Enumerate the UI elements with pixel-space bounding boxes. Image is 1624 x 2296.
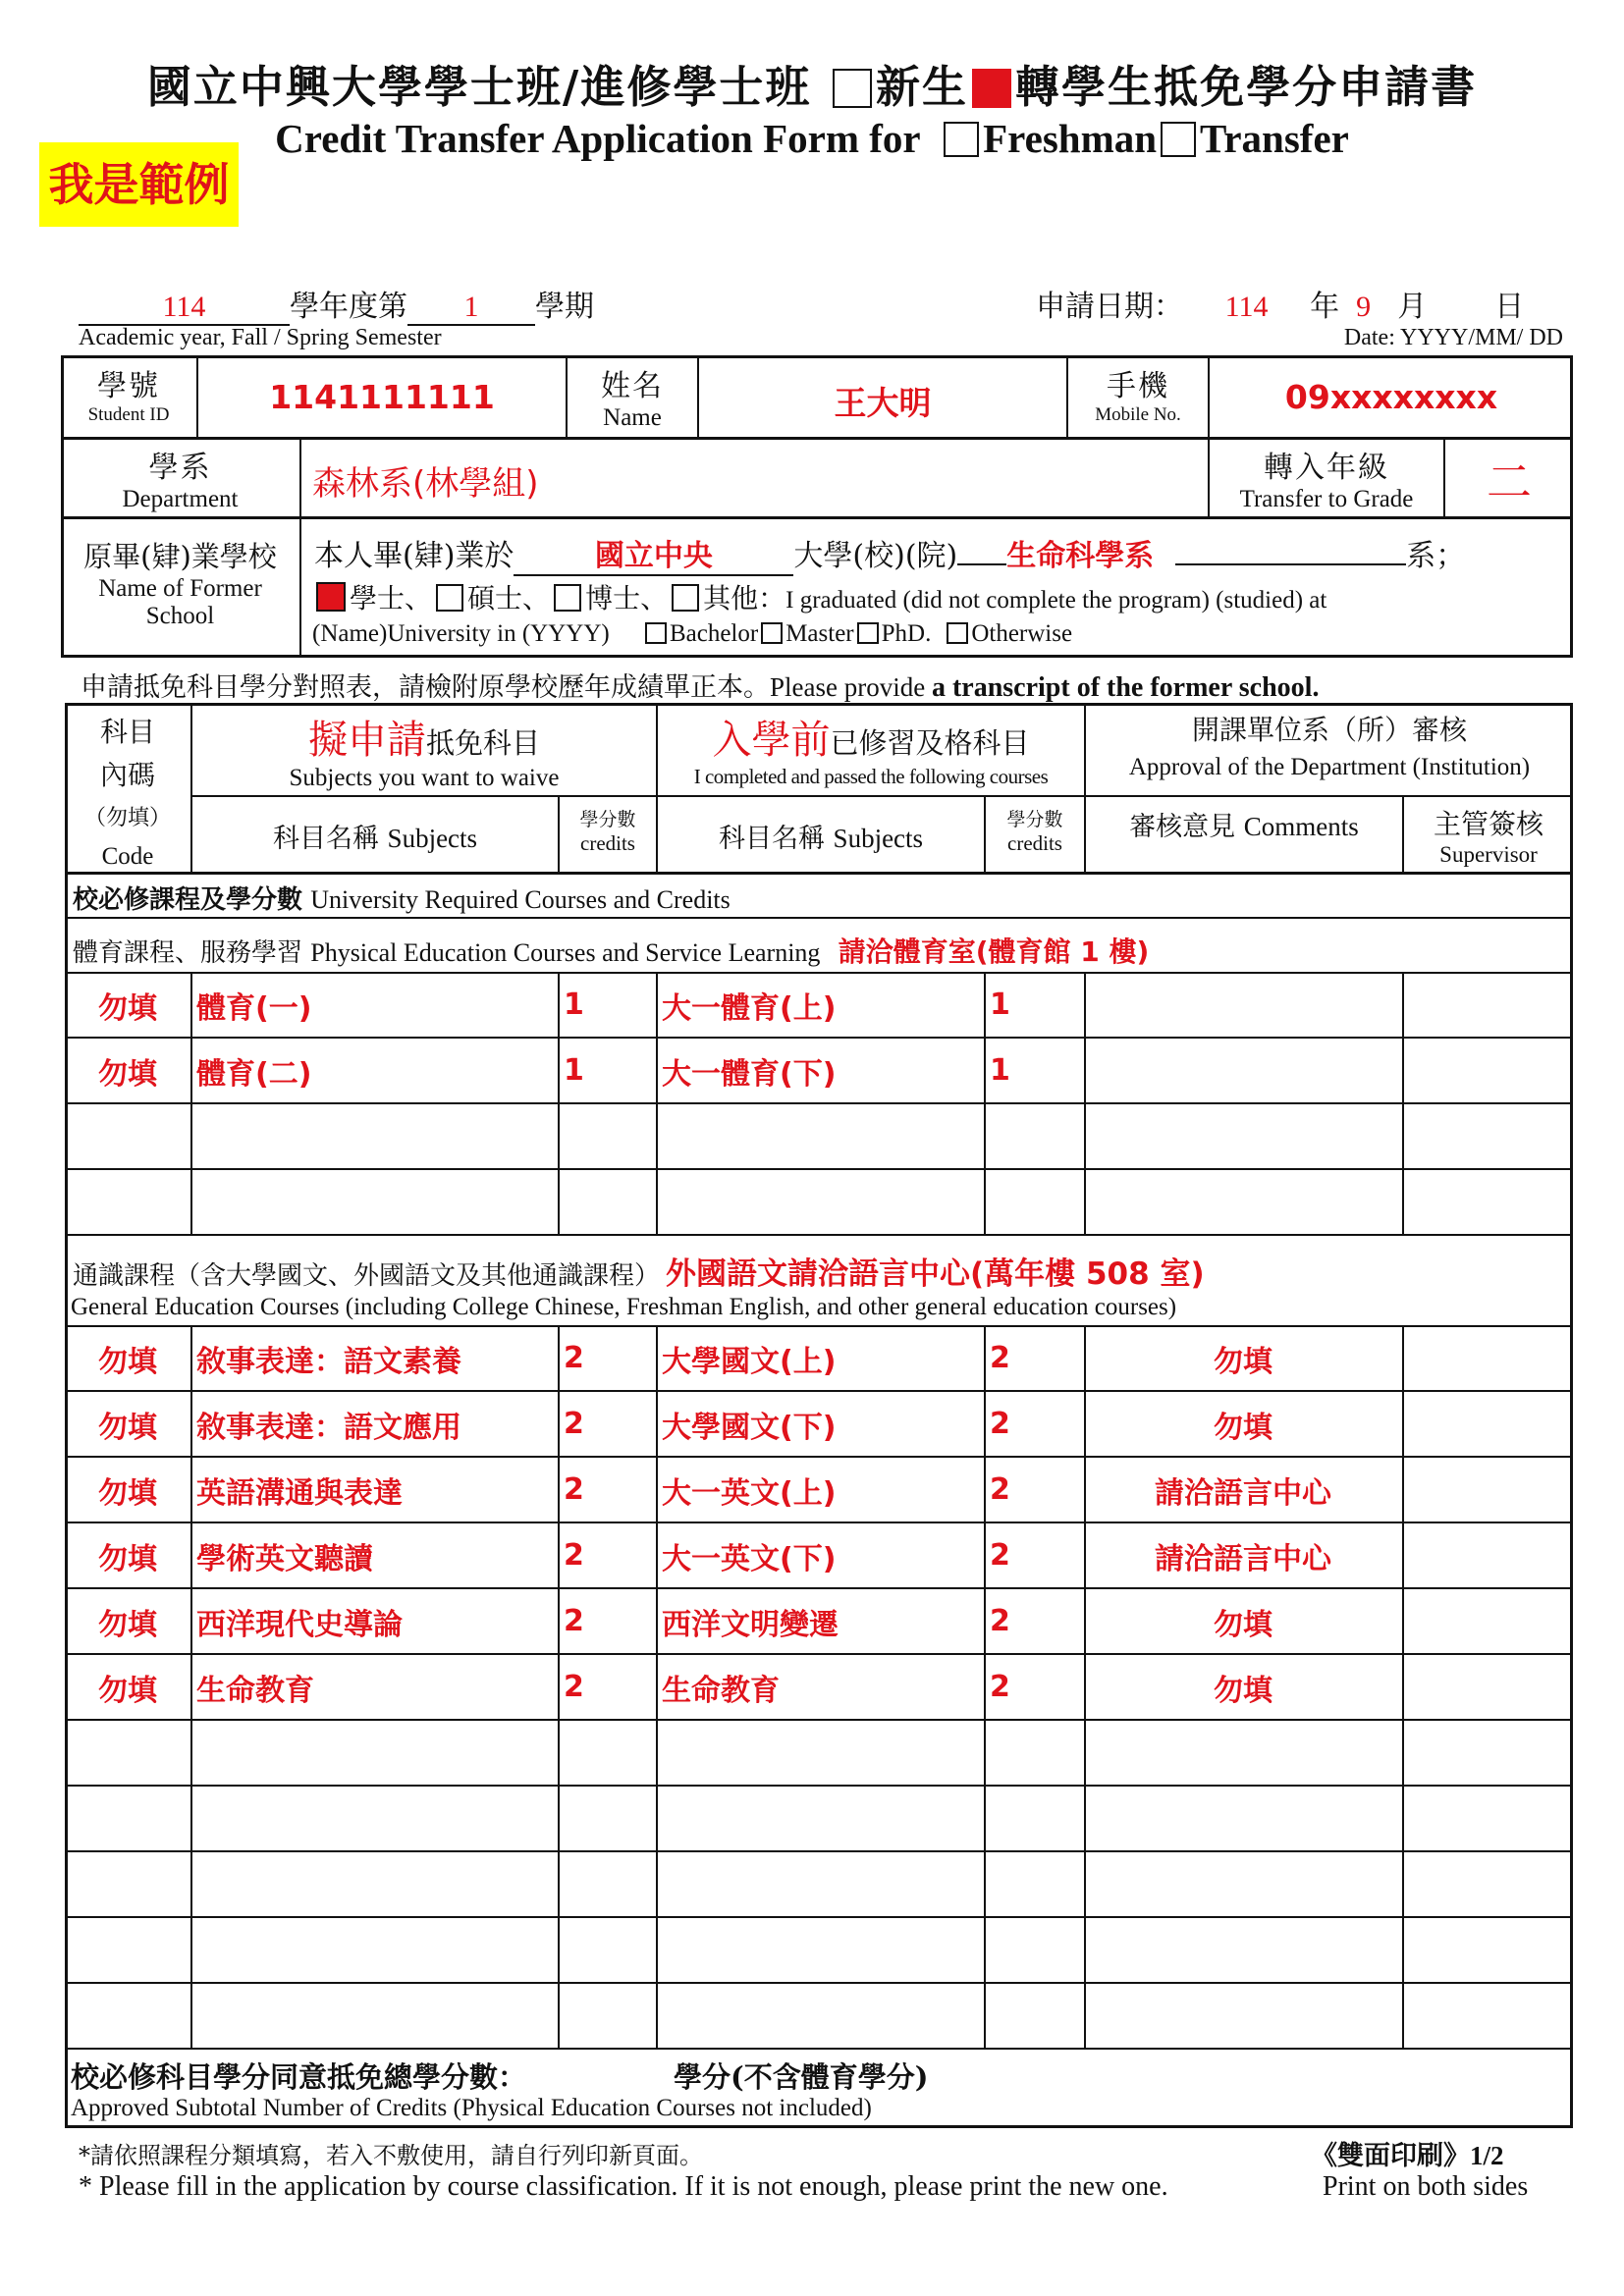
table-cell-prior[interactable]: [656, 1038, 984, 1103]
credits-text: 2: [564, 1670, 584, 1704]
comment-text: 請洽語言中心: [1155, 1541, 1331, 1576]
table-cell-comment[interactable]: [1084, 1786, 1402, 1851]
table-cell-code[interactable]: [65, 1786, 190, 1851]
prior-credits-header: 學分數 credits: [1006, 809, 1063, 855]
table-cell-supervisor[interactable]: [1402, 1851, 1573, 1917]
section-ge-en: General Education Courses (including College Chinese, Freshman English, and other general education courses): [71, 1294, 1177, 1320]
table-cell-supervisor[interactable]: [1402, 1983, 1573, 2049]
table-cell-comment[interactable]: [1084, 1169, 1402, 1235]
table-cell-prior_credits[interactable]: [984, 1786, 1084, 1851]
table-cell-comment[interactable]: [1084, 1325, 1402, 1391]
table-cell-subject[interactable]: [190, 1917, 558, 1983]
table-cell-prior[interactable]: [656, 1588, 984, 1654]
code-text: 勿填: [98, 1056, 157, 1092]
subject-text: 體育(一): [196, 990, 312, 1026]
section-ge: 通識課程（含大學國文、外國語文及其他通識課程） 外國語文請洽語言中心(萬年樓 508 室): [73, 1256, 1205, 1292]
table-cell-prior[interactable]: [656, 1457, 984, 1522]
table-cell-prior[interactable]: [656, 1720, 984, 1786]
prior-text: 大一英文(上): [662, 1475, 837, 1511]
table-cell-comment[interactable]: [1084, 1038, 1402, 1103]
credits-text: 1: [564, 1053, 584, 1088]
subject-text: 學術英文聽讀: [196, 1541, 373, 1576]
table-cell-prior[interactable]: [656, 1983, 984, 2049]
table-cell-subject[interactable]: [190, 1522, 558, 1588]
table-cell-comment[interactable]: [1084, 972, 1402, 1038]
table-cell-supervisor[interactable]: [1402, 1038, 1573, 1103]
duplex-label-en: Print on both sides: [1323, 2171, 1529, 2202]
table-cell-code[interactable]: [65, 1851, 190, 1917]
comment-text: 勿填: [1214, 1607, 1272, 1642]
degree-bachelor-checkbox[interactable]: [316, 582, 346, 612]
table-cell-supervisor[interactable]: [1402, 1457, 1573, 1522]
table-cell-supervisor[interactable]: [1402, 1786, 1573, 1851]
prior-text: 大學國文(上): [662, 1344, 837, 1379]
subject-text: 敘事表達：語文應用: [196, 1410, 461, 1445]
subject-text: 生命教育: [196, 1673, 314, 1708]
degree-other-checkbox[interactable]: [672, 584, 699, 612]
table-cell-code[interactable]: [65, 1588, 190, 1654]
table-row: [65, 1234, 1573, 1236]
prior-text: 大一體育(下): [662, 1056, 837, 1092]
table-cell-prior_credits[interactable]: [984, 1038, 1084, 1103]
prior-text: 生命教育: [662, 1673, 780, 1708]
table-cell-comment[interactable]: [1084, 1522, 1402, 1588]
mobile-label: 手機 Mobile No.: [1095, 369, 1181, 425]
credits-text: 1: [564, 988, 584, 1022]
code-text: 勿填: [98, 1607, 157, 1642]
freshman-checkbox[interactable]: [944, 122, 979, 157]
footer-note-en: * Please fill in the application by course classification. If it is not enough, please print the new one.: [79, 2171, 1168, 2202]
degree-master-checkbox[interactable]: [436, 584, 463, 612]
table-cell-credits[interactable]: [558, 1522, 656, 1588]
transcript-note: 申請抵免科目學分對照表，請檢附原學校歷年成績單正本。Please provide a transcript of the former school.: [81, 672, 1320, 703]
table-cell-prior_credits[interactable]: [984, 1391, 1084, 1457]
semester-line: 114 學年度第 1 學期: [79, 282, 594, 326]
table-cell-comment[interactable]: [1084, 1103, 1402, 1169]
table-cell-subject[interactable]: [190, 1786, 558, 1851]
form-title-en: Credit Transfer Application Form for Freshman Transfer: [275, 116, 1349, 161]
transfer-student-checkbox[interactable]: [972, 69, 1011, 108]
footer-note-zh: *請依照課程分類填寫，若入不敷使用，請自行列印新頁面。: [79, 2142, 703, 2169]
new-student-checkbox[interactable]: [833, 69, 872, 108]
credits-text: 2: [564, 1604, 584, 1638]
divider: [299, 438, 301, 658]
divider: [61, 516, 1573, 519]
table-cell-supervisor[interactable]: [1402, 1588, 1573, 1654]
code-text: 勿填: [98, 990, 157, 1026]
form-title-zh: 國立中興大學學士班/進修學士班 新生 轉學生抵免學分申請書: [146, 61, 1478, 113]
table-cell-prior[interactable]: [656, 1917, 984, 1983]
table-cell-comment[interactable]: [1084, 1457, 1402, 1522]
prior-subject-name-header: 科目名稱 Subjects: [718, 824, 924, 854]
code-text: 勿填: [98, 1344, 157, 1379]
semester-field[interactable]: 1: [407, 291, 535, 326]
code-text: 勿填: [98, 1475, 157, 1511]
prior-text: 大一體育(上): [662, 990, 837, 1026]
table-cell-code[interactable]: [65, 1103, 190, 1169]
code-text: 勿填: [98, 1410, 157, 1445]
table-cell-prior_credits[interactable]: [984, 1588, 1084, 1654]
table-cell-supervisor[interactable]: [1402, 1103, 1573, 1169]
student-id-value[interactable]: 1141111111: [269, 378, 495, 416]
prior-header: 入學前已修習及格科目 I completed and passed the following courses: [693, 718, 1049, 788]
table-cell-supervisor[interactable]: [1402, 1325, 1573, 1391]
application-date: 申請日期： 114 年 9 月 日: [1036, 290, 1525, 324]
approval-header: 開課單位系（所）審核 Approval of the Department (Institution): [1128, 714, 1531, 780]
table-cell-code[interactable]: [65, 1720, 190, 1786]
table-cell-prior_credits[interactable]: [984, 1720, 1084, 1786]
degree-options-en: (Name)University in (YYYY) Bachelor Master PhD. Otherwise: [312, 620, 1073, 647]
comment-text: 勿填: [1214, 1344, 1272, 1379]
table-cell-code[interactable]: [65, 972, 190, 1038]
subject-text: 敘事表達：語文素養: [196, 1344, 461, 1379]
prior_credits-text: 1: [990, 1053, 1010, 1088]
prior_credits-text: 2: [990, 1604, 1010, 1638]
date-sub-label: Date: YYYY/MM/ DD: [1343, 325, 1563, 350]
option-transfer-student: 轉學生: [1015, 61, 1155, 113]
table-cell-credits[interactable]: [558, 1786, 656, 1851]
comment-text: 請洽語言中心: [1155, 1475, 1331, 1511]
table-cell-prior[interactable]: [656, 1851, 984, 1917]
credits-text: 2: [564, 1407, 584, 1441]
table-cell-subject[interactable]: [190, 1983, 558, 2049]
table-cell-comment[interactable]: [1084, 1983, 1402, 2049]
name-value[interactable]: 王大明: [834, 384, 932, 422]
table-cell-subject[interactable]: [190, 1457, 558, 1522]
table-cell-code[interactable]: [65, 1038, 190, 1103]
table-cell-subject[interactable]: [190, 972, 558, 1038]
prior_credits-text: 2: [990, 1670, 1010, 1704]
table-cell-prior_credits[interactable]: [984, 1654, 1084, 1720]
table-cell-supervisor[interactable]: [1402, 1720, 1573, 1786]
table-cell-code[interactable]: [65, 1983, 190, 2049]
subject-name-header: 科目名稱 Subjects: [272, 824, 478, 854]
table-cell-prior[interactable]: [656, 1786, 984, 1851]
table-cell-prior_credits[interactable]: [984, 1169, 1084, 1235]
table-cell-prior[interactable]: [656, 1103, 984, 1169]
table-cell-prior_credits[interactable]: [984, 1851, 1084, 1917]
table-cell-prior[interactable]: [656, 1391, 984, 1457]
table-cell-credits[interactable]: [558, 972, 656, 1038]
subtotal-line: 校必修科目學分同意抵免總學分數： 學分(不含體育學分): [71, 2060, 929, 2094]
former-school-label: 原畢(肄)業學校 Name of Former School: [83, 540, 277, 629]
duplex-label: 《雙面印刷》1/2: [1311, 2141, 1504, 2171]
table-cell-prior_credits[interactable]: [984, 1103, 1084, 1169]
table-cell-comment[interactable]: [1084, 1851, 1402, 1917]
table-cell-credits[interactable]: [558, 1720, 656, 1786]
table-cell-subject[interactable]: [190, 1588, 558, 1654]
degree-options: 學士、 碩士、 博士、 其他：I graduated (did not complete the program) (studied) at: [312, 577, 1326, 616]
table-cell-credits[interactable]: [558, 1103, 656, 1169]
table-cell-prior_credits[interactable]: [984, 1325, 1084, 1391]
credits-text: 2: [564, 1538, 584, 1573]
credits-text: 2: [564, 1341, 584, 1375]
degree-phd-checkbox[interactable]: [554, 584, 581, 612]
table-cell-code[interactable]: [65, 1522, 190, 1588]
table-cell-prior[interactable]: [656, 972, 984, 1038]
table-cell-code[interactable]: [65, 1325, 190, 1391]
transfer-grade-label: 轉入年級 Transfer to Grade: [1239, 451, 1414, 512]
table-cell-prior[interactable]: [656, 1654, 984, 1720]
table-cell-comment[interactable]: [1084, 1588, 1402, 1654]
table-cell-credits[interactable]: [558, 1391, 656, 1457]
table-cell-code[interactable]: [65, 1457, 190, 1522]
apply-header: 擬申請抵免科目 Subjects you want to waive: [289, 718, 560, 791]
academic-year-field[interactable]: 114: [79, 291, 290, 326]
table-cell-subject[interactable]: [190, 1851, 558, 1917]
table-cell-credits[interactable]: [558, 1917, 656, 1983]
prior_credits-text: 2: [990, 1407, 1010, 1441]
table-cell-supervisor[interactable]: [1402, 1391, 1573, 1457]
supervisor-header: 主管簽核 Supervisor: [1433, 808, 1543, 867]
table-cell-subject[interactable]: [190, 1654, 558, 1720]
comment-text: 勿填: [1214, 1673, 1272, 1708]
table-cell-credits[interactable]: [558, 1325, 656, 1391]
table-cell-credits[interactable]: [558, 1588, 656, 1654]
table-cell-supervisor[interactable]: [1402, 1522, 1573, 1588]
table-cell-comment[interactable]: [1084, 1391, 1402, 1457]
date-year-field[interactable]: 114: [1224, 291, 1269, 323]
table-cell-supervisor[interactable]: [1402, 972, 1573, 1038]
table-cell-credits[interactable]: [558, 1851, 656, 1917]
table-cell-prior_credits[interactable]: [984, 1457, 1084, 1522]
department-label: 學系 Department: [122, 451, 239, 512]
credits-text: 2: [564, 1472, 584, 1507]
section-required: 校必修課程及學分數 University Required Courses and Credits: [73, 885, 731, 915]
prior-text: 西洋文明變遷: [662, 1607, 839, 1642]
table-cell-credits[interactable]: [558, 1457, 656, 1522]
prior_credits-text: 2: [990, 1341, 1010, 1375]
subtotal-en: Approved Subtotal Number of Credits (Physical Education Courses not included): [71, 2095, 872, 2121]
former-university-field[interactable]: 國立中央: [514, 531, 793, 576]
semester-sub-label: Academic year, Fall / Spring Semester: [79, 325, 442, 350]
table-cell-subject[interactable]: [190, 1038, 558, 1103]
option-new-student: 新生: [876, 61, 969, 113]
code-text: 勿填: [98, 1673, 157, 1708]
department-value[interactable]: 森林系(林學組): [312, 464, 539, 504]
table-cell-prior_credits[interactable]: [984, 1917, 1084, 1983]
prior_credits-text: 1: [990, 988, 1010, 1022]
table-cell-prior_credits[interactable]: [984, 972, 1084, 1038]
example-badge: 我是範例: [39, 142, 239, 227]
section-pe: 體育課程、服務學習 Physical Education Courses and Service Learning 請洽體育室(體育館 1 樓): [73, 935, 1150, 968]
name-label: 姓名 Name: [601, 369, 664, 431]
table-cell-supervisor[interactable]: [1402, 1917, 1573, 1983]
subject-text: 英語溝通與表達: [196, 1475, 403, 1511]
comments-header: 審核意見 Comments: [1129, 812, 1359, 842]
code-header: 科目 內碼 （勿填） Code: [83, 716, 171, 870]
prior_credits-text: 2: [990, 1472, 1010, 1507]
table-cell-supervisor[interactable]: [1402, 1169, 1573, 1235]
prior-text: 大一英文(下): [662, 1541, 837, 1576]
table-cell-code[interactable]: [65, 1391, 190, 1457]
table-cell-subject[interactable]: [190, 1103, 558, 1169]
table-cell-comment[interactable]: [1084, 1720, 1402, 1786]
divider: [61, 437, 1573, 440]
prior_credits-text: 2: [990, 1538, 1010, 1573]
comment-text: 勿填: [1214, 1410, 1272, 1445]
subject-text: 西洋現代史導論: [196, 1607, 403, 1642]
table-cell-supervisor[interactable]: [1402, 1654, 1573, 1720]
table-cell-subject[interactable]: [190, 1169, 558, 1235]
table-cell-subject[interactable]: [190, 1391, 558, 1457]
table-cell-subject[interactable]: [190, 1325, 558, 1391]
table-cell-code[interactable]: [65, 1169, 190, 1235]
code-text: 勿填: [98, 1541, 157, 1576]
student-id-label: 學號 Student ID: [87, 369, 170, 425]
table-cell-code[interactable]: [65, 1917, 190, 1983]
table-cell-credits[interactable]: [558, 1169, 656, 1235]
mobile-value[interactable]: 09xxxxxxxx: [1284, 378, 1498, 416]
table-cell-prior[interactable]: [656, 1169, 984, 1235]
table-cell-prior[interactable]: [656, 1522, 984, 1588]
table-cell-code[interactable]: [65, 1654, 190, 1720]
transfer-checkbox-en[interactable]: [1161, 122, 1196, 157]
former-department-field[interactable]: 生命科學系: [1006, 539, 1155, 573]
table-cell-comment[interactable]: [1084, 1917, 1402, 1983]
subject-text: 體育(二): [196, 1056, 312, 1092]
transfer-grade-value[interactable]: 二: [1487, 455, 1532, 508]
credits-header: 學分數 credits: [579, 809, 636, 855]
table-cell-credits[interactable]: [558, 1038, 656, 1103]
table-cell-prior[interactable]: [656, 1325, 984, 1391]
date-month-field[interactable]: 9: [1356, 291, 1372, 323]
prior-text: 大學國文(下): [662, 1410, 837, 1445]
table-cell-credits[interactable]: [558, 1654, 656, 1720]
table-cell-comment[interactable]: [1084, 1654, 1402, 1720]
table-cell-subject[interactable]: [190, 1720, 558, 1786]
table-cell-credits[interactable]: [558, 1983, 656, 2049]
table-cell-prior_credits[interactable]: [984, 1522, 1084, 1588]
table-cell-prior_credits[interactable]: [984, 1983, 1084, 2049]
former-school-line: 本人畢(肄)業於 國立中央 大學(校)(院) 生命科學系 系；: [314, 531, 1465, 576]
